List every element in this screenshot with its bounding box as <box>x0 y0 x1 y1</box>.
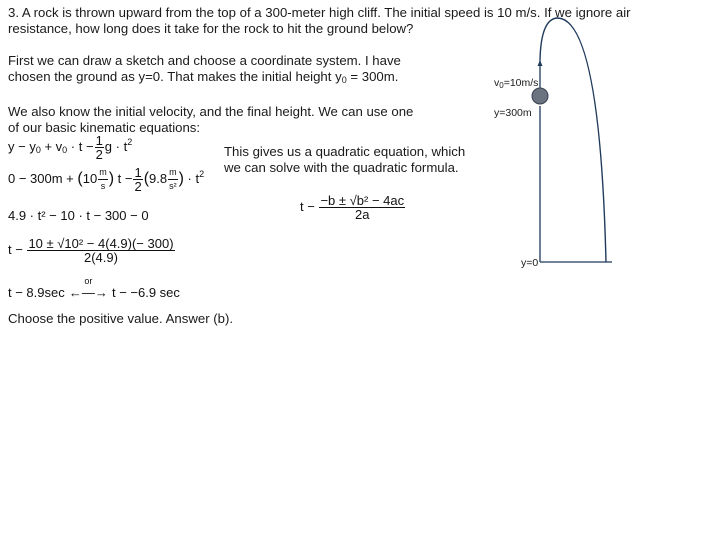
eq2-b: 10 <box>82 170 98 186</box>
quadratic-equation: 4.9 · t² − 10 · t − 300 − 0 <box>8 208 149 223</box>
eq5-left: t − 8.9sec <box>8 285 65 300</box>
eq1-den: 2 <box>95 147 103 162</box>
eq4-pre: t − <box>8 241 23 257</box>
trajectory-arc <box>540 18 606 262</box>
formula-pre: t − <box>300 198 315 214</box>
formula-den: 2a <box>355 207 370 222</box>
eq1-a: y − y <box>8 138 36 154</box>
eq2-unit-2-num: m <box>168 166 178 180</box>
eq2-num: 1 <box>134 165 142 180</box>
eq2-a: 0 − 300m + <box>8 170 78 186</box>
eq2-e: · t <box>183 170 200 186</box>
upward-arrow-icon <box>538 60 543 66</box>
problem-line-2: resistance, how long does it take for the rock to hit the ground below? <box>8 21 414 36</box>
eq4-den: 2(4.9) <box>84 250 118 265</box>
eq1-b-sub: 0 <box>62 144 68 155</box>
v0-label-pre: v <box>494 77 500 89</box>
eq1-d: g · t <box>104 138 128 154</box>
or-arrow: or ←—→ <box>68 276 108 300</box>
ground-label: y=0 <box>521 257 539 269</box>
intro-line-2-pre: chosen the ground as y=0. That makes the initial height y <box>8 69 342 84</box>
eq5-right: t − −6.9 sec <box>111 285 180 300</box>
or-label: or <box>84 276 93 286</box>
eq2-d: 9.8 <box>149 170 168 186</box>
problem-line-1: 3. A rock is thrown upward from the top of a 300-meter high cliff. The initial speed is 10 m/s. If we ignore air <box>8 5 631 20</box>
quadratic-note-line-2: we can solve with the quadratic formula. <box>224 160 459 175</box>
intro-line-2-sub: 0 <box>341 75 347 85</box>
substituted-equation: 0 − 300m + (10 $\frac{m}{s}$ ) t − $\frac{1}{2}$ (9.8 $\frac{m}{\text{s²}}$ ) · $t^2$ <box>8 165 205 194</box>
eq2-den: 2 <box>134 179 142 194</box>
initial-velocity-label <box>494 77 538 90</box>
eq2-e-sup: 2 <box>199 168 205 179</box>
eq1-c: · t − <box>67 138 94 154</box>
eq1-a-sub: 0 <box>35 144 41 155</box>
eq2-unit-2-den: s² <box>169 181 177 191</box>
eq1-b: + v <box>40 138 63 154</box>
eq1-num: 1 <box>95 133 103 148</box>
rock-ball <box>532 88 548 104</box>
eq2-unit-1-den: s <box>100 181 106 191</box>
eq2-c: t − <box>114 170 133 186</box>
eq2-unit-1-num: m <box>98 166 108 180</box>
v0-label-sub: 0 <box>499 81 504 90</box>
intro-line-1: First we can draw a sketch and choose a coordinate system. I have <box>8 53 401 68</box>
eq1-d-sup: 2 <box>127 136 133 147</box>
conclusion-text: Choose the positive value. Answer (b). <box>8 311 234 326</box>
velocity-line-1: We also know the initial velocity, and the final height. We can use one <box>8 104 414 119</box>
v0-label-post: =10m/s <box>503 77 539 89</box>
formula-num: −b ± √b² − 4ac <box>320 193 405 208</box>
eq4-num: 10 ± √10² − 4(4.9)(− 300) <box>28 236 174 251</box>
intro-line-2-post: = 300m. <box>346 69 399 84</box>
height-label: y=300m <box>494 107 532 119</box>
velocity-line-2: of our basic kinematic equations: <box>8 120 201 135</box>
quadratic-note-line-1: This gives us a quadratic equation, which <box>224 144 466 159</box>
